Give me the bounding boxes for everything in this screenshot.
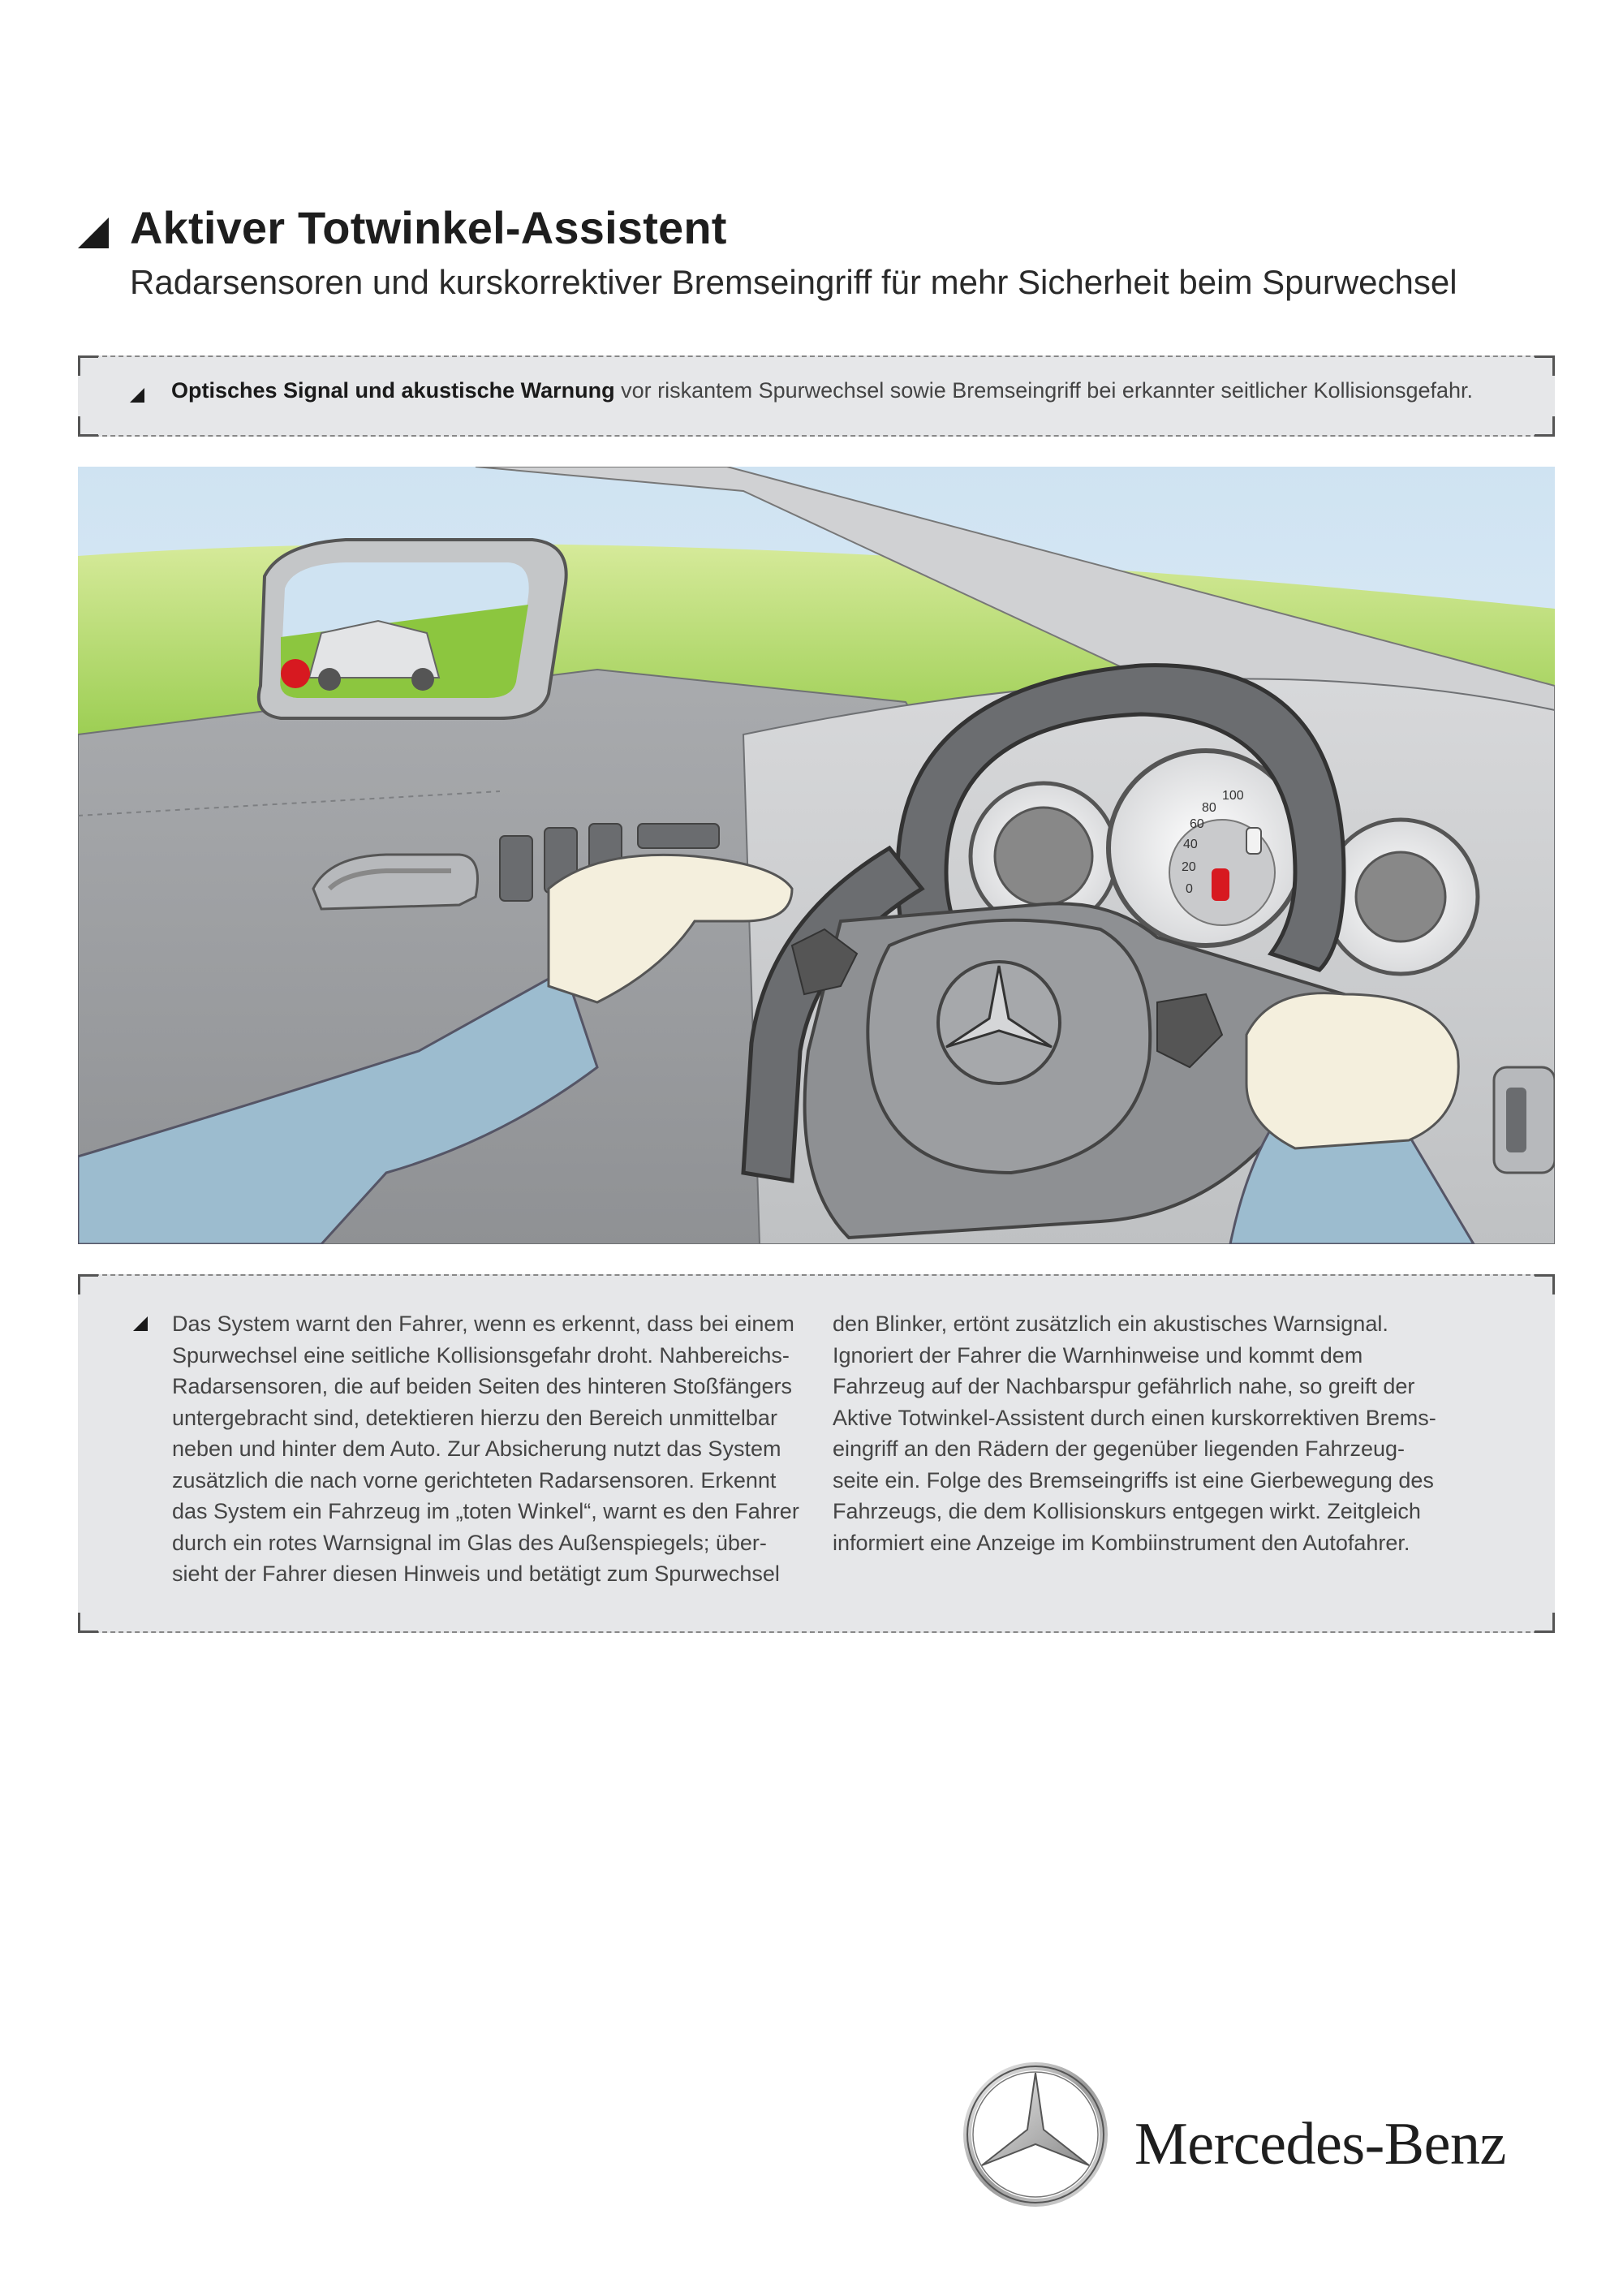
air-vent — [1494, 1067, 1555, 1173]
driver-right-arm — [1230, 993, 1474, 1244]
description-line: sieht der Fahrer diesen Hinweis und betätigt zum Spurwechsel — [172, 1562, 780, 1586]
description-line: den Blinker, ertönt zusätzlich ein akustisches Warnsignal. — [833, 1312, 1388, 1336]
speedometer-tick: 40 — [1183, 838, 1198, 851]
brand-wordmark: Mercedes-Benz — [1134, 2111, 1506, 2178]
speedometer-tick: 0 — [1186, 882, 1193, 896]
description-line: eingriff an den Rädern der gegenüber liegenden Fahrzeug- — [833, 1437, 1406, 1461]
bullet-triangle-icon — [133, 1316, 148, 1331]
description-line: seite ein. Folge des Bremseingriffs ist eine Gierbewegung des — [833, 1467, 1434, 1493]
description-line: informiert eine Anzeige im Kombiinstrument den Autofahrer. — [833, 1530, 1410, 1555]
title-triangle-icon — [78, 218, 109, 248]
highlight-box — [78, 355, 1555, 437]
speedometer-tick: 80 — [1202, 801, 1216, 815]
description-line: Fahrzeug auf der Nachbarspur gefährlich nahe, so greift der — [833, 1374, 1415, 1398]
description-line: Ignoriert der Fahrer die Warnhinweise und kommt dem — [833, 1342, 1363, 1368]
description-line: Radarsensoren, die auf beiden Seiten des hinteren Stoßfängers — [172, 1374, 793, 1398]
description-line: Spurwechsel eine seitliche Kollisionsgefahr droht. Nahbereichs- — [172, 1342, 790, 1368]
description-line: Das System warnt den Fahrer, wenn es erkennt, dass bei einem — [172, 1312, 794, 1336]
highlight-text: Optisches Signal und akustische Warnung vor riskantem Spurwechsel sowie Bremseingriff bei erkannter seitlicher Kollisionsgefahr. — [171, 378, 1474, 403]
own-car-icon — [1212, 868, 1229, 901]
speedometer-tick: 60 — [1190, 817, 1204, 831]
description-column-right — [833, 1308, 1530, 1558]
blind-spot-warning-signal-icon — [281, 659, 310, 688]
page-subtitle: Radarsensoren und kurskorrektiver Bremseingriff für mehr Sicherheit beim Spurwechsel — [130, 263, 1457, 301]
speedometer-tick: 20 — [1182, 860, 1196, 874]
cockpit-illustration — [78, 467, 1555, 1244]
description-box — [78, 1274, 1555, 1633]
mercedes-star-logo-icon — [962, 2061, 1109, 2208]
description-column-left — [172, 1308, 886, 1590]
page-title: Aktiver Totwinkel-Assistent — [130, 202, 727, 253]
side-mirror — [259, 540, 566, 718]
description-line: Fahrzeugs, die dem Kollisionskurs entgegen wirkt. Zeitgleich — [833, 1499, 1421, 1523]
description-line: zusätzlich die nach vorne gerichteten Radarsensoren. Erkennt — [172, 1467, 777, 1493]
description-line: Aktive Totwinkel-Assistent durch einen kurskorrektiven Brems- — [833, 1405, 1436, 1430]
description-line: neben und hinter dem Auto. Zur Absicherung nutzt das System — [172, 1437, 781, 1461]
description-line: das System ein Fahrzeug im „toten Winkel“, warnt es den Fahrer — [172, 1499, 799, 1523]
description-line: untergebracht sind, detektieren hierzu den Bereich unmittelbar — [172, 1405, 777, 1430]
description-line: durch ein rotes Warnsignal im Glas des Außenspiegels; über- — [172, 1530, 767, 1555]
steering-wheel-star-icon — [938, 962, 1060, 1083]
other-car-icon — [1246, 828, 1261, 854]
bullet-triangle-icon — [130, 388, 144, 403]
speedometer-tick: 100 — [1222, 789, 1244, 803]
